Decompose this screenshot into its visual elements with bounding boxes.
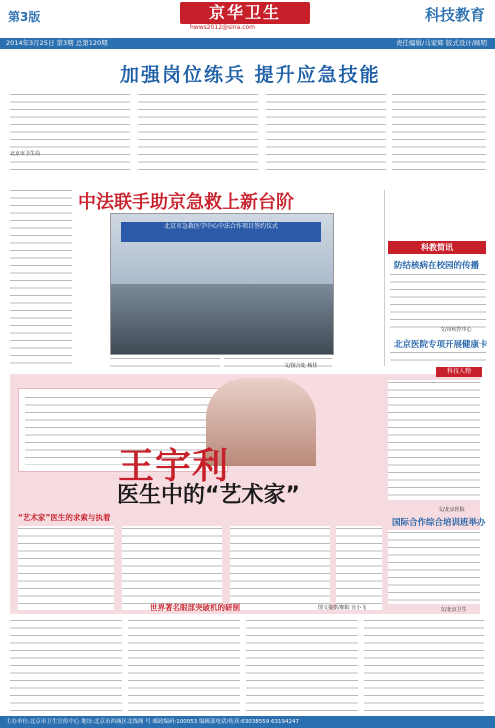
date-line: 2014年3月25日 第3期 总第120期	[6, 39, 108, 47]
date-bar	[0, 38, 495, 49]
feature-col4	[336, 526, 382, 610]
newspaper-logo: 京华卫生	[180, 2, 310, 24]
footer-text: 主办单位:北京市卫生宣传中心 地址:北京市西城区北线阁 号 邮政编码:100053 编辑部电话/传真:63038559 63194247	[6, 719, 299, 725]
feature-credit: 图文提供/朝阳 宣小飞	[318, 605, 367, 611]
section-title: 科技教育	[424, 6, 485, 24]
brief1-title: 防结核病在校园的传播	[394, 261, 480, 271]
article2-byline: 文/国合处 杨佳	[284, 363, 318, 369]
right-column-header: 科教简讯	[388, 241, 486, 254]
headline-article-2: 中法联手助京急救上新台阶	[78, 192, 294, 213]
feature-col2	[122, 526, 222, 610]
feature-box-title: “艺术家”医生的求索与执着	[18, 513, 111, 522]
editors-line: 责任编辑/马家辉 版式设计/顾明	[396, 39, 487, 47]
article1-col4	[392, 92, 486, 172]
column-divider	[384, 190, 385, 366]
lower-col2	[128, 618, 240, 712]
feature-col3	[230, 526, 330, 610]
event-photo	[110, 213, 334, 355]
brief2-text	[390, 350, 486, 366]
masthead	[0, 0, 495, 38]
brief2-title: 北京医院专项开展健康卡	[394, 340, 488, 350]
brief1-credit: 文/市疾控中心	[440, 327, 472, 333]
lower-col1	[10, 618, 122, 712]
photo-banner: 北京市急救医学中心中法合作项目签约仪式	[121, 222, 321, 242]
brief2-credit: 文/北京医院	[438, 507, 465, 513]
page-number: 第3版	[8, 10, 41, 24]
feature-col1	[18, 526, 114, 610]
feature-subtitle: 医生中的“艺术家”	[117, 483, 300, 508]
lower-col3	[246, 618, 358, 712]
photo-people	[111, 284, 333, 354]
brief3-credit: 文/北京卫生	[440, 607, 467, 613]
brief3-title: 国际合作综合培训班举办	[392, 518, 486, 528]
brief1-text	[390, 272, 486, 332]
article1-col1	[10, 92, 130, 172]
lower-col4	[364, 618, 484, 712]
article1-col3	[266, 92, 386, 172]
feature-subsection: 世界著名眼部突破机的研制	[150, 603, 240, 612]
article2-left-col	[10, 188, 72, 368]
feature-name: 王宇利	[118, 446, 230, 487]
site-address: hwws2012@sina.com	[190, 24, 256, 31]
feature-tag: 科技人物	[436, 367, 482, 377]
article1-col2	[138, 92, 258, 172]
article2-bottom-col1	[110, 356, 220, 368]
article1-byline: 北京市卫生局	[10, 151, 41, 157]
footer-bar	[0, 716, 495, 728]
headline-article-1: 加强岗位练兵 提升应急技能	[120, 64, 381, 86]
brief2-text-cont	[388, 380, 480, 500]
brief3-text	[388, 530, 480, 604]
